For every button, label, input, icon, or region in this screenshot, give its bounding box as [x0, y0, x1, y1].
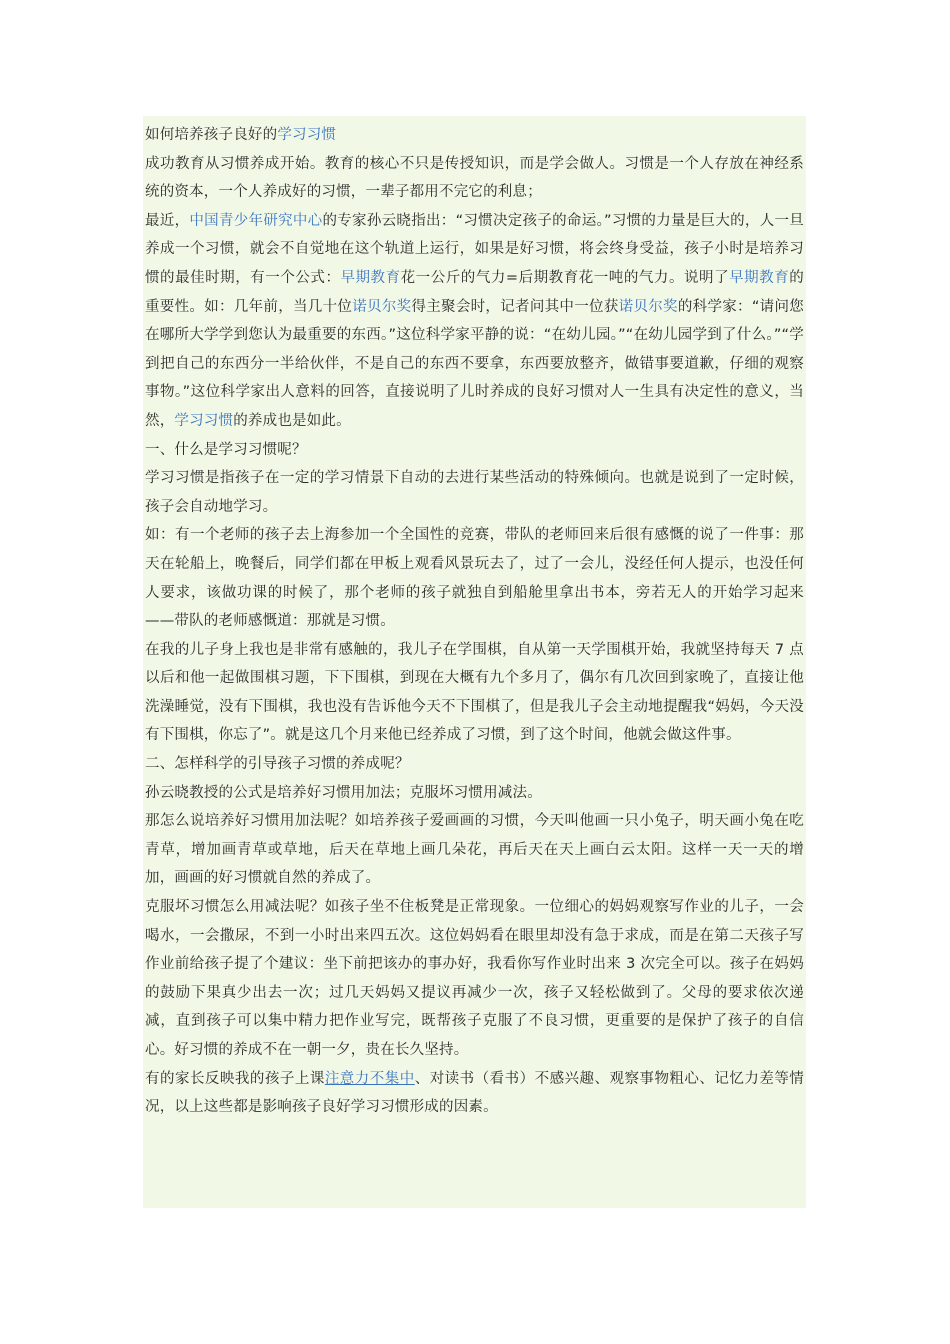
- text-run: 克服坏习惯怎么用减法呢？如孩子坐不住板凳是正常现象。一位细心的妈妈观察写作业的儿子，一会喝水，一会撒尿，不到一小时出来四五次。这位妈妈看在眼里却没有急于求成，而是在第二天孩子写作业前给孩子提了个建议：坐下前把该办的事办好，我看你写作业时出来 3 次完全可以。孩子在妈妈的鼓励下果真少出去一次；过几天妈妈又提议再减少一次，孩子又轻松做到了。父母的要求依次递减，直到孩子可以集中精力把作业写完，既帮孩子克服了不良习惯，更重要的是保护了孩子的自信心。好习惯的养成不在一朝一夕，贵在长久坚持。: [145, 899, 804, 1058]
- inline-link[interactable]: 注意力不集中: [324, 1070, 415, 1087]
- article-title: [145, 121, 804, 150]
- paragraph: [145, 464, 804, 521]
- text-run: 二、怎样科学的引导孩子习惯的养成呢？: [145, 756, 410, 773]
- paragraph: [145, 893, 804, 1065]
- inline-link[interactable]: 学习习惯: [277, 127, 337, 143]
- inline-link[interactable]: 学习习惯: [174, 412, 234, 429]
- text-run: 那怎么说培养好习惯用加法呢？如培养孩子爱画画的习惯，今天叫他画一只小兔子，明天画小兔在吃青草，增加画青草或草地，后天在草地上画几朵花，再后天在天上画白云太阳。这样一天一天的增加，画画的好习惯就自然的养成了。: [145, 813, 804, 887]
- paragraph: [145, 436, 804, 465]
- text-run: 最近，: [145, 212, 190, 229]
- inline-link[interactable]: 诺贝尔奖: [352, 298, 412, 315]
- inline-link[interactable]: 早期教育: [729, 269, 790, 286]
- paragraph: [145, 150, 804, 207]
- paragraph: [145, 750, 804, 779]
- text-run: 有的家长反映我的孩子上课: [145, 1070, 325, 1087]
- text-run: 花一公斤的气力=后期教育花一吨的气力。说明了: [400, 269, 730, 286]
- inline-link[interactable]: 中国青少年研究中心: [189, 212, 323, 229]
- paragraph: [145, 1065, 804, 1122]
- paragraph: [145, 807, 804, 893]
- paragraph: [145, 207, 804, 436]
- paragraph: [145, 636, 804, 750]
- paragraph: [145, 779, 804, 808]
- text-run: 的重要性。如：几年前，当几十位: [145, 269, 804, 315]
- text-run: 得主聚会时，记者问其中一位获: [411, 298, 619, 315]
- text-run: 、对读书（看书）不感兴趣、观察事物粗心、记忆力差等情况，以上这些都是影响孩子良好学习习惯形成的因素。: [145, 1070, 805, 1116]
- text-run: 的专家孙云晓指出：“习惯决定孩子的命运。”习惯的力量是巨大的，人一旦养成一个习惯，就会不自觉地在这个轨道上运行，如果是好习惯，将会终身受益，孩子小时是培养习惯的最佳时期，有一个公式：: [145, 212, 804, 286]
- text-run: 如：有一个老师的孩子去上海参加一个全国性的竞赛，带队的老师回来后很有感慨的说了一件事：那天在轮船上，晚餐后，同学们都在甲板上观看风景玩去了，过了一会儿，没经任何人提示，也没任何人要求，该做功课的时候了，那个老师的孩子就独自到船舱里拿出书本，旁若无人的开始学习起来——带队的老师感慨道：那就是习惯。: [145, 527, 804, 630]
- text-run: 成功教育从习惯养成开始。教育的核心不只是传授知识，而是学会做人。习惯是一个人存放在神经系统的资本，一个人养成好的习惯，一辈子都用不完它的利息；: [145, 155, 804, 201]
- text-run: 如何培养孩子良好的: [145, 127, 278, 143]
- article-body: [143, 116, 806, 1208]
- text-run: 的科学家：“请问您在哪所大学学到您认为最重要的东西。”这位科学家平静的说：“在幼儿园。”“在幼儿园学到了什么。”“学到把自己的东西分一半给伙伴，不是自己的东西不要拿，东西要放整齐，做错事要道歉，仔细的观察事物。”这位科学家出人意料的回答，直接说明了儿时养成的良好习惯对人一生具有决定性的意义，当然，: [145, 298, 804, 429]
- text-run: 学习习惯是指孩子在一定的学习情景下自动的去进行某些活动的特殊倾向。也就是说到了一定时候，孩子会自动地学习。: [145, 470, 804, 515]
- inline-link[interactable]: 诺贝尔奖: [618, 298, 678, 315]
- text-run: 孙云晓教授的公式是培养好习惯用加法；克服坏习惯用减法。: [145, 784, 542, 801]
- paragraph: [145, 521, 804, 635]
- text-run: 的养成也是如此。: [233, 412, 351, 429]
- text-run: 在我的儿子身上我也是非常有感触的，我儿子在学围棋，自从第一天学围棋开始，我就坚持每天 7 点以后和他一起做围棋习题，下下围棋，到现在大概有九个多月了，偶尔有几次回到家晚了，直接让他洗澡睡觉，没有下围棋，我也没有告诉他今天不下围棋了，但是我儿子会主动地提醒我“妈妈，今天没有下围棋，你忘了”。就是这几个月来他已经养成了习惯，到了这个时间，他就会做这件事。: [145, 641, 804, 744]
- text-run: 一、什么是学习习惯呢？: [145, 441, 307, 458]
- inline-link[interactable]: 早期教育: [340, 269, 401, 286]
